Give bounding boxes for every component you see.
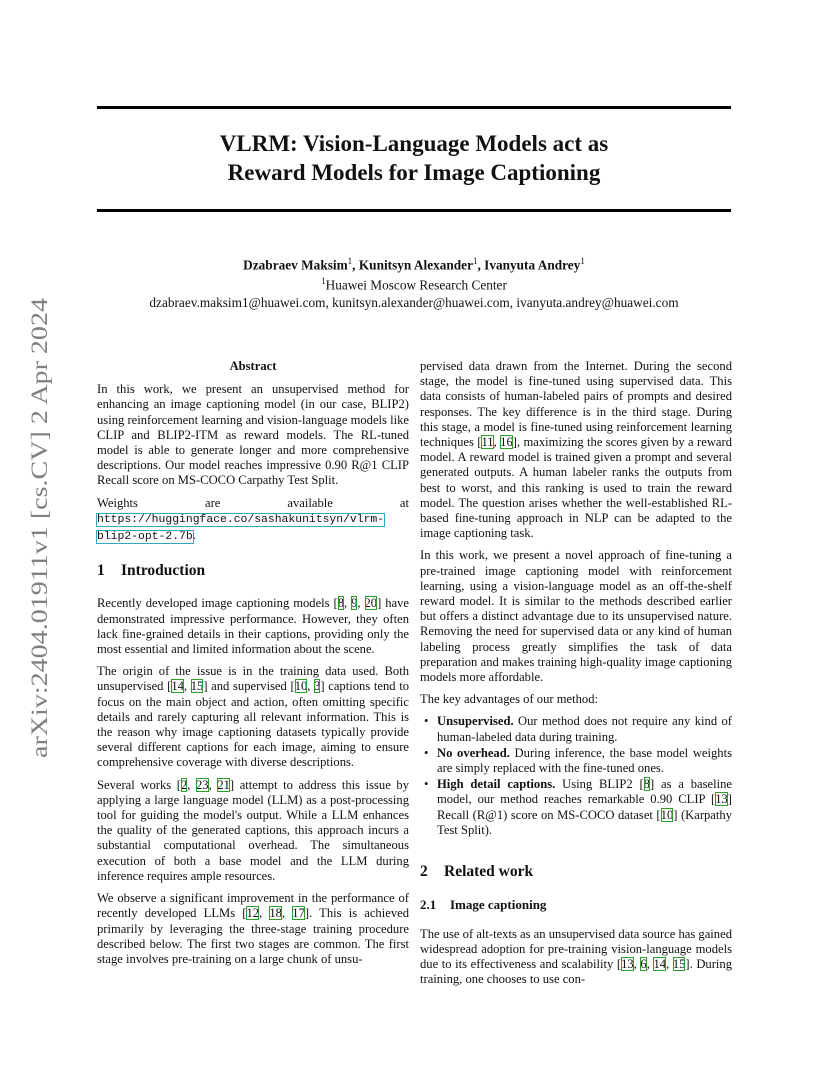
right-column [420, 359, 732, 994]
advantage-item: • High detail captions. Using BLIP2 [8] as a baseline model, our method reaches remarkable 0.90 CLIP [13] Recall (R@1) score on MS-COCO dataset [10] (Karpathy Test Split). [437, 777, 732, 838]
author-3-affil: 1 [580, 256, 585, 266]
intro-paragraph-6: In this work, we present a novel approach of fine-tuning a pre-trained image captioning model with reinforcement learning, using a vision-language model as an off-the-shelf reward model. It is similar to the methods described earlier but offers a distinct advantage due to its unsupervised nature. Removing the need for supervised data or any kind of human labeling process greatly simplifies the task of data preparation and makes training high-quality image captioning models more affordable. [420, 548, 732, 685]
title-bottom-rule [97, 209, 731, 212]
citation-link[interactable]: 14 [171, 679, 184, 694]
author-block [97, 253, 731, 311]
key-advantages-list [420, 714, 732, 838]
subsection-title: Image captioning [450, 897, 547, 913]
intro-paragraph-1: Recently developed image captioning models [8, 9, 20] have demonstrated impressive performance. However, they often lack fine-grained details in their captions, providing only the most essential and limited information about the scene. [97, 596, 410, 657]
author-separator: , [477, 257, 485, 273]
advantage-item [437, 714, 732, 744]
citation-link[interactable]: 6 [640, 956, 647, 971]
affiliation-name: Huawei Moscow Research Center [325, 277, 507, 293]
arxiv-side-label [18, 292, 54, 762]
citation-link[interactable]: 12 [246, 906, 260, 921]
author-2: Kunitsyn Alexander [358, 257, 473, 273]
intro-paragraph-5: pervised data drawn from the Internet. During the second stage, the model is fine-tuned using supervised data. This data consists of human-labeled pairs of prompts and desired responses. The key difference is in the third stage. During this stage, a model is fine-tuned using reinforcement learning techniques [11, 16], maximizing the scores given by a reward model. A reward model is trained given a prompt and several generated outputs. A human labeler ranks the outputs from best to worst, and this ranking is used to train the reward model. The question arises whether the well-established RL-based fine-tuning approach in NLP can be adapted to the image captioning task. [420, 359, 732, 541]
abstract-heading: Abstract [229, 359, 277, 373]
citation-link[interactable]: 2 [180, 777, 188, 792]
intro-paragraph-4: We observe a significant improvement in the performance of recently developed LLMs [12, 18, 17]. This is achieved primarily by leveraging the three-stage training procedure described below. The first two stages are common. The first stage involves pre-training on a large chunk of unsu- [97, 891, 410, 966]
section-title: Introduction [121, 562, 206, 580]
section-title: Related work [444, 863, 534, 881]
advantage-title: High detail captions. [437, 777, 556, 792]
author-1-affil: 1 [347, 256, 353, 266]
citation-link[interactable]: 23 [195, 777, 209, 792]
affiliation-mark: 1 [321, 276, 326, 287]
citation-link[interactable]: 21 [217, 777, 230, 792]
section-number: 2 [420, 863, 428, 881]
advantage-title: No overhead. [437, 745, 510, 760]
paper-title [97, 129, 731, 187]
weights-paragraph [97, 496, 409, 546]
top-rule [97, 106, 731, 109]
author-names [97, 253, 731, 273]
citation-link[interactable]: 8 [643, 777, 650, 792]
subsection-number: 2.1 [420, 897, 437, 913]
intro-paragraph-2: The origin of the issue is in the training data used. Both unsupervised [14, 15] and supervised [10, 3] captions tend to focus on the main object and action, often omitting specific details and rarely capturing all relevant information. This is the reason why image captioning datasets typically provide several different captions for each image, aiming to ensure comprehensive coverage with diverse descriptions. [97, 664, 410, 770]
author-1: Dzabraev Maksim [243, 257, 348, 273]
weights-period: . [192, 528, 196, 543]
abstract-text: In this work, we present an unsupervised method for enhancing an image captioning model (in our case, BLIP2) using reinforcement learning and vision-language models like CLIP and BLIP2-ITM as reward models. The RL-tuned model is able to generate longer and more comprehensive descriptions. Our model reaches impressive 0.90 R@1 CLIP Recall score on MS-COCO Carpathy Test Split. [97, 382, 409, 488]
title-line-1: VLRM: Vision-Language Models act as [219, 131, 609, 156]
advantage-item [437, 746, 732, 776]
citation-link[interactable]: 15 [190, 679, 204, 694]
citation-link[interactable]: 10 [294, 679, 308, 694]
citation-link[interactable]: 15 [672, 956, 686, 971]
weights-link[interactable]: https://huggingface.co/sashakunitsyn/vlrm-blip2-opt-2.7b [97, 513, 385, 544]
citation-link[interactable]: 18 [269, 906, 282, 921]
citation-link[interactable]: 3 [314, 679, 321, 694]
weights-text: Weights are available at [97, 495, 409, 510]
advantage-text: Our method does not require any kind of human-labeled data during training. [437, 714, 732, 744]
author-emails[interactable]: dzabraev.maksim1@huawei.com, kunitsyn.alexander@huawei.com, ivanyuta.andrey@huawei.com [149, 294, 679, 310]
arxiv-identifier: arXiv:2404.01911v1 [cs.CV] 2 Apr 2024 [27, 372, 53, 758]
citation-link[interactable]: 11 [481, 435, 494, 450]
citation-link[interactable]: 8 [337, 596, 345, 611]
citation-link[interactable]: 14 [653, 956, 667, 971]
affiliation [97, 273, 731, 293]
key-advantages-intro: The key advantages of our method: [420, 692, 599, 707]
subsection-image-captioning-heading [420, 897, 732, 912]
citation-link[interactable]: 9 [351, 596, 358, 611]
citation-link[interactable]: 13 [715, 792, 728, 807]
author-3: Ivanyuta Andrey [484, 257, 581, 273]
citation-link[interactable]: 10 [660, 807, 674, 822]
intro-paragraph-3: Several works [2, 23, 21] attempt to address this issue by applying a large language model (LLM) as a post-processing tool for guiding the model's output. While a LLM enhances the quality of the generated captions, this approach incurs a substantial computational overhead. The simultaneous execution of both a base model and the LLM during inference requires ample resources. [97, 777, 409, 883]
author-separator: , [352, 257, 359, 273]
section-number: 1 [97, 562, 105, 580]
section-related-work-heading [420, 864, 732, 879]
citation-link[interactable]: 16 [500, 435, 513, 450]
related-paragraph-1: The use of alt-texts as an unsupervised data source has gained widespread adoption for pre-training vision-language models due to its effectiveness and scalability [13, 6, 14, 15]. During training, one chooses to use con- [420, 926, 733, 987]
citation-link[interactable]: 13 [621, 956, 634, 971]
author-2-affil: 1 [472, 256, 478, 266]
section-introduction-heading [97, 563, 409, 578]
advantage-text: During inference, the base model weights are simply replaced with the fine-tuned ones. [437, 745, 732, 776]
advantage-title: Unsupervised. [437, 714, 514, 729]
citation-link[interactable]: 20 [364, 596, 378, 611]
left-column [97, 359, 409, 974]
citation-link[interactable]: 17 [292, 906, 305, 921]
title-line-2: Reward Models for Image Captioning [227, 160, 601, 185]
